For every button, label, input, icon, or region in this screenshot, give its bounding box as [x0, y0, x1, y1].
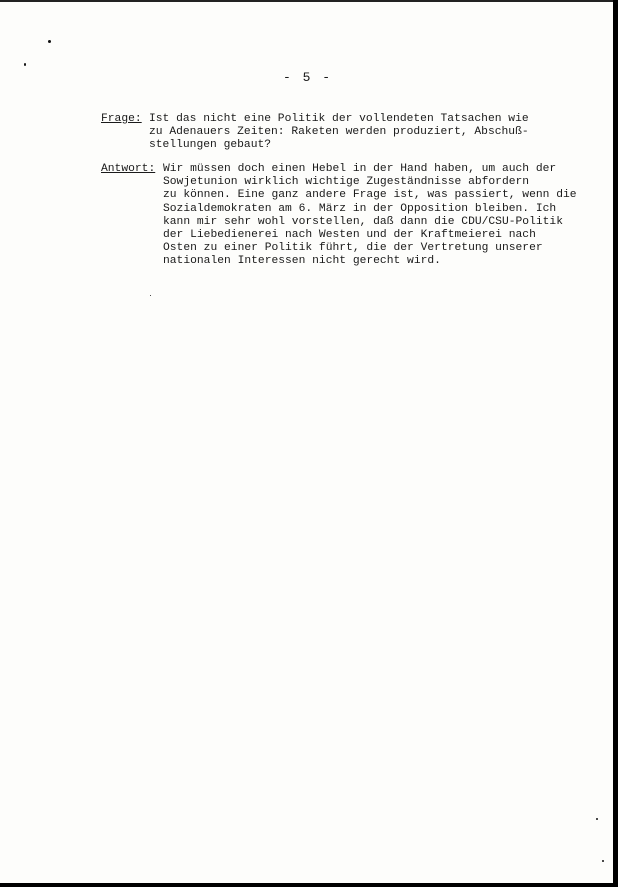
scan-edge-bottom — [0, 883, 618, 887]
question-entry — [101, 113, 541, 155]
scan-edge-right — [613, 0, 618, 887]
answer-entry — [101, 163, 577, 268]
scan-speck — [48, 40, 51, 43]
scan-speck — [596, 818, 598, 820]
scan-edge-top — [0, 0, 618, 2]
question-text: Ist das nicht eine Politik der vollendeten Tatsachen wie zu Adenauers Zeiten: Raketen werden produziert, Abschuß- stellungen gebaut? — [149, 113, 529, 152]
answer-label: Antwort: — [101, 163, 156, 175]
page-number: - 5 - — [283, 70, 333, 85]
scan-speck — [150, 295, 151, 296]
question-label: Frage: — [101, 113, 142, 125]
scan-speck — [24, 63, 26, 66]
scan-speck — [602, 860, 604, 862]
answer-text: Wir müssen doch einen Hebel in der Hand haben, um auch der Sowjetunion wirklich wichtige Zugeständnisse abfordern zu können. Eine ganz andere Frage ist, was passiert, wenn die Sozialdemokraten am 6. März in der Opposition bleiben. Ich kann mir sehr wohl vorstellen, daß dann die CDU/CSU-Politik der Liebedienerei nach Westen und der Kraftmeierei nach Osten zu einer Politik führt, die der Vertretung unserer nationalen Interessen nicht gerecht wird. — [163, 163, 577, 268]
